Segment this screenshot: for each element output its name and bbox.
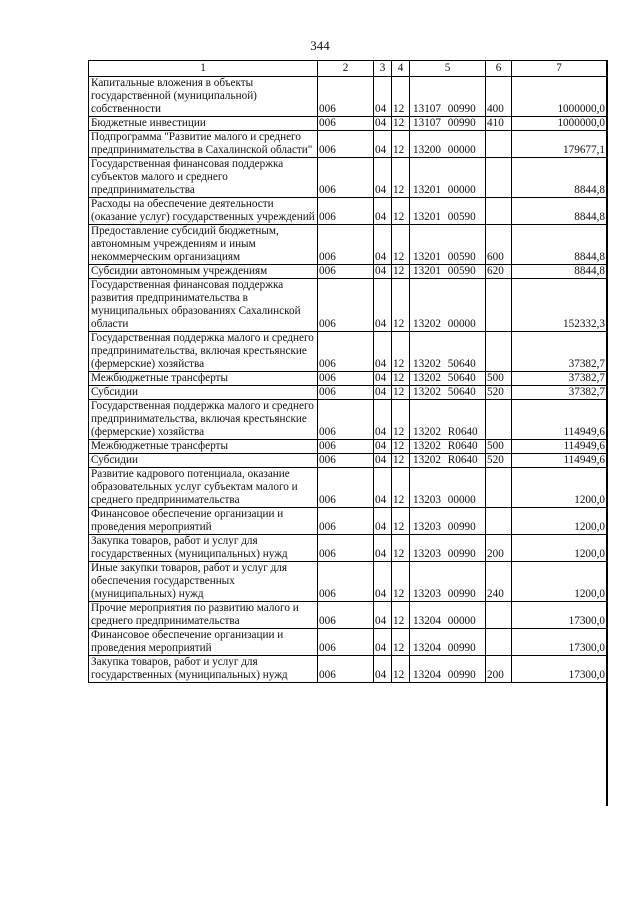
cell-ministry-code: 006 bbox=[318, 508, 374, 535]
row-name-cell: Предоставление субсидий бюджетным, автономным учреждениям и иным некоммерческим организациям bbox=[89, 225, 318, 265]
cell-section-code: 04 bbox=[374, 454, 392, 468]
row-name-cell: Субсидии автономным учреждениям bbox=[89, 265, 318, 279]
cell-subsection-code: 12 bbox=[392, 562, 410, 602]
cell-subsection-code: 12 bbox=[392, 265, 410, 279]
cell-subsection-code: 12 bbox=[392, 77, 410, 117]
cell-amount: 114949,6 bbox=[512, 440, 607, 454]
column-header: 4 bbox=[392, 61, 410, 77]
cell-expense-type-code bbox=[486, 279, 512, 332]
table-row bbox=[89, 225, 607, 265]
row-name-cell: Расходы на обеспечение деятельности (оказание услуг) государственных учреждений bbox=[89, 198, 318, 225]
cell-section-code: 04 bbox=[374, 158, 392, 198]
cell-expense-type-code bbox=[486, 508, 512, 535]
cell-amount: 1200,0 bbox=[512, 562, 607, 602]
cell-section-code: 04 bbox=[374, 562, 392, 602]
table-row bbox=[89, 508, 607, 535]
row-name-cell: Государственная финансовая поддержка субъектов малого и среднего предпринимательства bbox=[89, 158, 318, 198]
column-header: 2 bbox=[318, 61, 374, 77]
cell-ministry-code: 006 bbox=[318, 602, 374, 629]
row-name-cell: Бюджетные инвестиции bbox=[89, 117, 318, 131]
cell-target-article-code: 13107 00990 bbox=[410, 117, 486, 131]
cell-amount: 8844,8 bbox=[512, 198, 607, 225]
cell-section-code: 04 bbox=[374, 535, 392, 562]
table-row bbox=[89, 400, 607, 440]
cell-target-article-code: 13203 00990 bbox=[410, 535, 486, 562]
cell-subsection-code: 12 bbox=[392, 602, 410, 629]
row-name-cell: Государственная поддержка малого и среднего предпринимательства, включая крестьянские (фермерские) хозяйства bbox=[89, 400, 318, 440]
cell-amount: 1000000,0 bbox=[512, 77, 607, 117]
table-row bbox=[89, 468, 607, 508]
cell-expense-type-code: 600 bbox=[486, 225, 512, 265]
cell-amount: 37382,7 bbox=[512, 372, 607, 386]
cell-section-code: 04 bbox=[374, 386, 392, 400]
cell-section-code: 04 bbox=[374, 265, 392, 279]
cell-amount: 179677,1 bbox=[512, 131, 607, 158]
table-row bbox=[89, 372, 607, 386]
cell-expense-type-code bbox=[486, 400, 512, 440]
cell-ministry-code: 006 bbox=[318, 629, 374, 656]
column-header: 3 bbox=[374, 61, 392, 77]
cell-ministry-code: 006 bbox=[318, 454, 374, 468]
cell-expense-type-code: 200 bbox=[486, 656, 512, 683]
cell-expense-type-code: 400 bbox=[486, 77, 512, 117]
cell-subsection-code: 12 bbox=[392, 535, 410, 562]
cell-subsection-code: 12 bbox=[392, 332, 410, 372]
cell-subsection-code: 12 bbox=[392, 629, 410, 656]
cell-ministry-code: 006 bbox=[318, 535, 374, 562]
cell-target-article-code: 13201 00000 bbox=[410, 158, 486, 198]
cell-subsection-code: 12 bbox=[392, 131, 410, 158]
cell-expense-type-code: 620 bbox=[486, 265, 512, 279]
table-row bbox=[89, 629, 607, 656]
cell-section-code: 04 bbox=[374, 198, 392, 225]
row-name-cell: Закупка товаров, работ и услуг для государственных (муниципальных) нужд bbox=[89, 656, 318, 683]
cell-subsection-code: 12 bbox=[392, 454, 410, 468]
cell-ministry-code: 006 bbox=[318, 279, 374, 332]
cell-section-code: 04 bbox=[374, 279, 392, 332]
cell-ministry-code: 006 bbox=[318, 440, 374, 454]
row-name-cell: Финансовое обеспечение организации и проведения мероприятий bbox=[89, 629, 318, 656]
cell-expense-type-code bbox=[486, 468, 512, 508]
cell-target-article-code: 13202 50640 bbox=[410, 332, 486, 372]
cell-ministry-code: 006 bbox=[318, 117, 374, 131]
cell-amount: 1200,0 bbox=[512, 535, 607, 562]
cell-expense-type-code: 240 bbox=[486, 562, 512, 602]
cell-subsection-code: 12 bbox=[392, 225, 410, 265]
budget-table-container bbox=[88, 60, 606, 683]
cell-subsection-code: 12 bbox=[392, 386, 410, 400]
column-header: 5 bbox=[410, 61, 486, 77]
cell-expense-type-code bbox=[486, 131, 512, 158]
cell-ministry-code: 006 bbox=[318, 468, 374, 508]
cell-ministry-code: 006 bbox=[318, 131, 374, 158]
cell-ministry-code: 006 bbox=[318, 332, 374, 372]
table-row bbox=[89, 158, 607, 198]
row-name-cell: Государственная финансовая поддержка развития предпринимательства в муниципальных образованиях Сахалинской области bbox=[89, 279, 318, 332]
cell-section-code: 04 bbox=[374, 332, 392, 372]
cell-expense-type-code bbox=[486, 629, 512, 656]
cell-expense-type-code: 200 bbox=[486, 535, 512, 562]
cell-section-code: 04 bbox=[374, 656, 392, 683]
cell-expense-type-code: 410 bbox=[486, 117, 512, 131]
cell-section-code: 04 bbox=[374, 372, 392, 386]
cell-section-code: 04 bbox=[374, 468, 392, 508]
table-row bbox=[89, 265, 607, 279]
cell-amount: 37382,7 bbox=[512, 386, 607, 400]
table-row bbox=[89, 454, 607, 468]
cell-amount: 1200,0 bbox=[512, 468, 607, 508]
cell-target-article-code: 13203 00000 bbox=[410, 468, 486, 508]
cell-target-article-code: 13201 00590 bbox=[410, 198, 486, 225]
row-name-cell: Государственная поддержка малого и среднего предпринимательства, включая крестьянские (фермерские) хозяйства bbox=[89, 332, 318, 372]
table-row bbox=[89, 279, 607, 332]
cell-ministry-code: 006 bbox=[318, 562, 374, 602]
table-row bbox=[89, 562, 607, 602]
row-name-cell: Межбюджетные трансферты bbox=[89, 372, 318, 386]
cell-expense-type-code bbox=[486, 198, 512, 225]
row-name-cell: Капитальные вложения в объекты государственной (муниципальной) собственности bbox=[89, 77, 318, 117]
right-border-rule bbox=[606, 60, 608, 806]
cell-target-article-code: 13202 00000 bbox=[410, 279, 486, 332]
cell-target-article-code: 13202 50640 bbox=[410, 372, 486, 386]
cell-ministry-code: 006 bbox=[318, 386, 374, 400]
row-name-cell: Финансовое обеспечение организации и проведения мероприятий bbox=[89, 508, 318, 535]
cell-target-article-code: 13202 R0640 bbox=[410, 400, 486, 440]
cell-amount: 1000000,0 bbox=[512, 117, 607, 131]
table-row bbox=[89, 602, 607, 629]
table-row bbox=[89, 117, 607, 131]
cell-expense-type-code: 500 bbox=[486, 440, 512, 454]
cell-section-code: 04 bbox=[374, 602, 392, 629]
table-row bbox=[89, 332, 607, 372]
cell-subsection-code: 12 bbox=[392, 508, 410, 535]
cell-amount: 114949,6 bbox=[512, 400, 607, 440]
cell-section-code: 04 bbox=[374, 131, 392, 158]
table-row bbox=[89, 77, 607, 117]
cell-target-article-code: 13203 00990 bbox=[410, 562, 486, 602]
cell-amount: 8844,8 bbox=[512, 158, 607, 198]
cell-amount: 17300,0 bbox=[512, 629, 607, 656]
cell-subsection-code: 12 bbox=[392, 279, 410, 332]
cell-target-article-code: 13201 00590 bbox=[410, 265, 486, 279]
cell-expense-type-code: 520 bbox=[486, 454, 512, 468]
cell-ministry-code: 006 bbox=[318, 198, 374, 225]
cell-target-article-code: 13204 00990 bbox=[410, 629, 486, 656]
cell-expense-type-code: 520 bbox=[486, 386, 512, 400]
page-number: 344 bbox=[310, 38, 330, 53]
cell-subsection-code: 12 bbox=[392, 117, 410, 131]
cell-target-article-code: 13202 R0640 bbox=[410, 454, 486, 468]
cell-amount: 114949,6 bbox=[512, 454, 607, 468]
cell-ministry-code: 006 bbox=[318, 656, 374, 683]
cell-subsection-code: 12 bbox=[392, 656, 410, 683]
cell-target-article-code: 13203 00990 bbox=[410, 508, 486, 535]
column-header: 1 bbox=[89, 61, 318, 77]
cell-section-code: 04 bbox=[374, 629, 392, 656]
cell-target-article-code: 13200 00000 bbox=[410, 131, 486, 158]
cell-subsection-code: 12 bbox=[392, 400, 410, 440]
cell-target-article-code: 13107 00990 bbox=[410, 77, 486, 117]
row-name-cell: Субсидии bbox=[89, 386, 318, 400]
table-row bbox=[89, 198, 607, 225]
table-row bbox=[89, 386, 607, 400]
table-row bbox=[89, 535, 607, 562]
column-header: 6 bbox=[486, 61, 512, 77]
cell-target-article-code: 13204 00000 bbox=[410, 602, 486, 629]
budget-table bbox=[88, 60, 607, 683]
cell-amount: 8844,8 bbox=[512, 225, 607, 265]
cell-section-code: 04 bbox=[374, 117, 392, 131]
cell-expense-type-code bbox=[486, 602, 512, 629]
cell-expense-type-code: 500 bbox=[486, 372, 512, 386]
column-header: 7 bbox=[512, 61, 607, 77]
table-row bbox=[89, 131, 607, 158]
cell-subsection-code: 12 bbox=[392, 372, 410, 386]
cell-amount: 152332,3 bbox=[512, 279, 607, 332]
cell-target-article-code: 13202 50640 bbox=[410, 386, 486, 400]
cell-amount: 17300,0 bbox=[512, 656, 607, 683]
row-name-cell: Субсидии bbox=[89, 454, 318, 468]
row-name-cell: Подпрограмма "Развитие малого и среднего предпринимательства в Сахалинской области" bbox=[89, 131, 318, 158]
cell-amount: 8844,8 bbox=[512, 265, 607, 279]
cell-amount: 17300,0 bbox=[512, 602, 607, 629]
cell-target-article-code: 13201 00590 bbox=[410, 225, 486, 265]
cell-subsection-code: 12 bbox=[392, 198, 410, 225]
cell-ministry-code: 006 bbox=[318, 225, 374, 265]
cell-subsection-code: 12 bbox=[392, 440, 410, 454]
cell-section-code: 04 bbox=[374, 440, 392, 454]
cell-section-code: 04 bbox=[374, 77, 392, 117]
row-name-cell: Развитие кадрового потенциала, оказание образовательных услуг субъектам малого и среднего предпринимательства bbox=[89, 468, 318, 508]
cell-subsection-code: 12 bbox=[392, 468, 410, 508]
cell-expense-type-code bbox=[486, 332, 512, 372]
cell-ministry-code: 006 bbox=[318, 158, 374, 198]
cell-amount: 37382,7 bbox=[512, 332, 607, 372]
table-row bbox=[89, 656, 607, 683]
cell-expense-type-code bbox=[486, 158, 512, 198]
cell-ministry-code: 006 bbox=[318, 77, 374, 117]
cell-target-article-code: 13202 R0640 bbox=[410, 440, 486, 454]
row-name-cell: Иные закупки товаров, работ и услуг для обеспечения государственных (муниципальных) нужд bbox=[89, 562, 318, 602]
table-row bbox=[89, 440, 607, 454]
cell-amount: 1200,0 bbox=[512, 508, 607, 535]
cell-subsection-code: 12 bbox=[392, 158, 410, 198]
cell-ministry-code: 006 bbox=[318, 400, 374, 440]
cell-ministry-code: 006 bbox=[318, 372, 374, 386]
cell-section-code: 04 bbox=[374, 400, 392, 440]
row-name-cell: Закупка товаров, работ и услуг для государственных (муниципальных) нужд bbox=[89, 535, 318, 562]
cell-ministry-code: 006 bbox=[318, 265, 374, 279]
table-header-row bbox=[89, 61, 607, 77]
row-name-cell: Межбюджетные трансферты bbox=[89, 440, 318, 454]
row-name-cell: Прочие мероприятия по развитию малого и среднего предпринимательства bbox=[89, 602, 318, 629]
cell-target-article-code: 13204 00990 bbox=[410, 656, 486, 683]
cell-section-code: 04 bbox=[374, 225, 392, 265]
cell-section-code: 04 bbox=[374, 508, 392, 535]
